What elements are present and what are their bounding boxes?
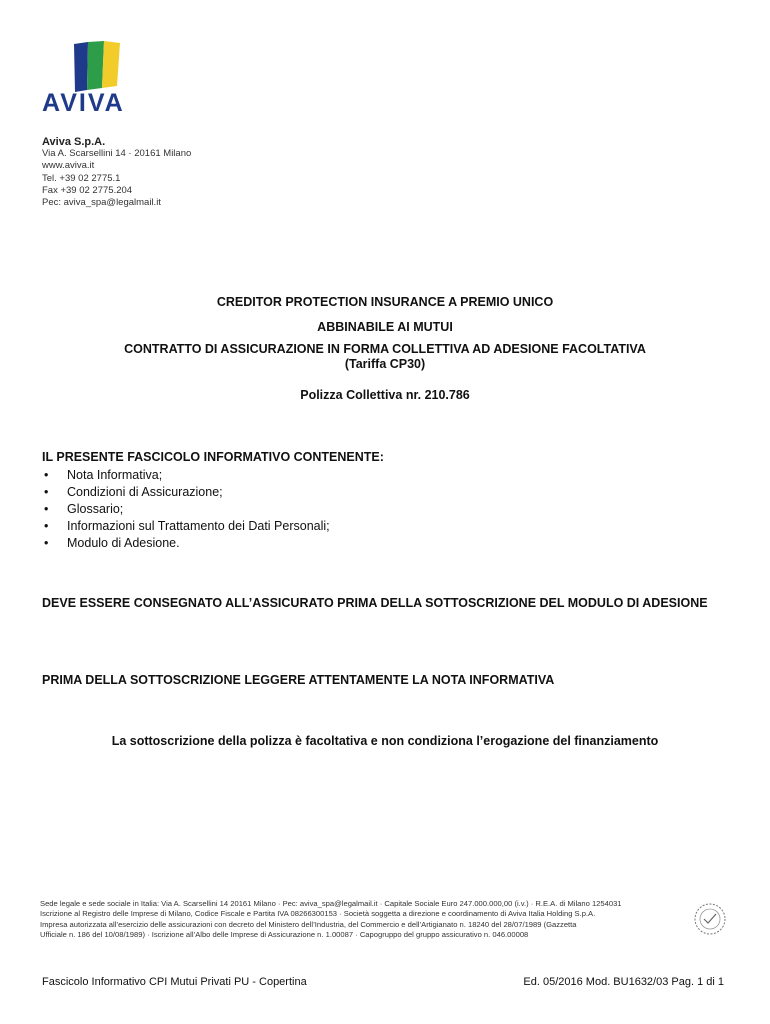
notice-prima-della-sottoscrizione: PRIMA DELLA SOTTOSCRIZIONE LEGGERE ATTENTAMENTE LA NOTA INFORMATIVA	[42, 673, 555, 687]
company-tel: Tel. +39 02 2775.1	[42, 172, 121, 184]
certification-seal-icon	[693, 902, 727, 936]
legal-line: Impresa autorizzata all’esercizio delle assicurazioni con decreto del Ministero dell’Industria, del Commercio e dell’Artigianato n. 18240 del 28/07/1989 (Gazzetta	[40, 919, 577, 929]
list-item: • Glossario;	[42, 501, 732, 518]
aviva-logo-icon	[70, 40, 126, 96]
list-item: • Condizioni di Assicurazione;	[42, 484, 732, 501]
title-line-3: CONTRATTO DI ASSICURAZIONE IN FORMA COLLETTIVA AD ADESIONE FACOLTATIVA	[124, 342, 646, 356]
legal-notes	[40, 899, 685, 941]
contents-list	[42, 467, 732, 552]
notice-deve-essere-consegnato: DEVE ESSERE CONSEGNATO ALL’ASSICURATO PRIMA DELLA SOTTOSCRIZIONE DEL MODULO DI ADESIONE	[42, 596, 708, 610]
title-line-2: ABBINABILE AI MUTUI	[317, 320, 453, 334]
notice-polizza-facoltativa: La sottoscrizione della polizza è facoltativa e non condiziona l’erogazione del finanziamento	[111, 734, 659, 748]
title-line-1: CREDITOR PROTECTION INSURANCE A PREMIO UNICO	[216, 295, 554, 309]
company-fax: Fax +39 02 2775.204	[42, 184, 133, 196]
contents-heading: IL PRESENTE FASCICOLO INFORMATIVO CONTENENTE:	[42, 450, 384, 464]
company-pec: Pec: aviva_spa@legalmail.it	[42, 197, 161, 209]
footer-left: Fascicolo Informativo CPI Mutui Privati PU - Copertina	[42, 976, 307, 988]
footer-right: Ed. 05/2016 Mod. BU1632/03 Pag. 1 di 1	[523, 976, 724, 988]
legal-line: Sede legale e sede sociale in Italia: Via A. Scarsellini 14 20161 Milano · Pec: aviva_spa@legalmail.it · Capitale Sociale Euro 247.000.000,00 (i.v.) · R.E.A. di Milano 1254031	[40, 899, 622, 908]
list-item: • Nota Informativa;	[42, 467, 732, 484]
aviva-logo-text: AVIVA	[42, 89, 125, 117]
list-item: • Informazioni sul Trattamento dei Dati Personali;	[42, 518, 732, 535]
company-name: Aviva S.p.A.	[42, 136, 106, 148]
list-item: • Modulo di Adesione.	[42, 535, 732, 552]
legal-line: Iscrizione al Registro delle Imprese di Milano, Codice Fiscale e Partita IVA 08266300153 · Società soggetta a direzione e coordinamento di Aviva Italia Holding S.p.A.	[40, 909, 596, 919]
company-address: Via A. Scarsellini 14 · 20161 Milano	[42, 148, 192, 160]
legal-line: Ufficiale n. 186 del 10/08/1989) · Iscrizione all’Albo delle Imprese di Assicurazione n. 1.00087 · Capogruppo del gruppo assicurativo n. 046.00008	[40, 930, 529, 940]
title-polizza: Polizza Collettiva nr. 210.786	[300, 388, 470, 402]
company-info	[42, 136, 191, 209]
company-web: www.aviva.it	[42, 160, 95, 172]
title-tariffa: (Tariffa CP30)	[344, 357, 426, 371]
